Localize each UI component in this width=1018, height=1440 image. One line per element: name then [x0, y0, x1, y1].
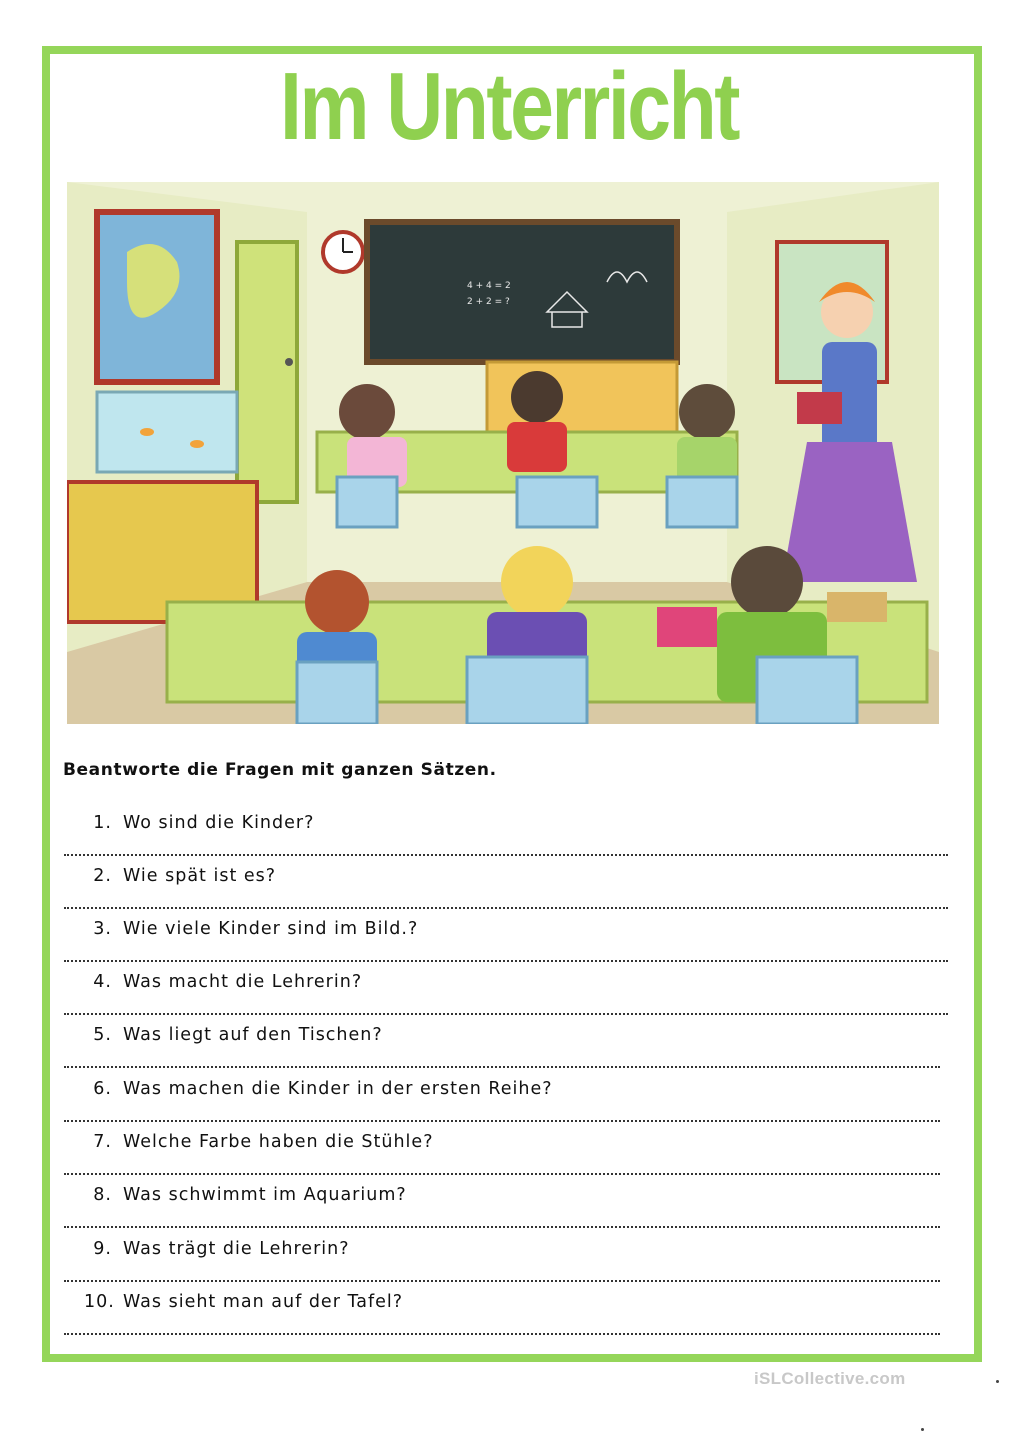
chair	[337, 477, 397, 527]
answer-line-8[interactable]	[64, 1226, 940, 1228]
desk-book	[657, 607, 717, 647]
question-10: 10. Was sieht man auf der Tafel?	[84, 1292, 404, 1312]
worksheet-title: Im Unterricht	[280, 53, 738, 160]
answer-line-3[interactable]	[64, 960, 948, 962]
question-9: 9. Was trägt die Lehrerin?	[93, 1239, 350, 1259]
watermark: iSLCollective.com	[754, 1369, 906, 1388]
answer-line-7[interactable]	[64, 1173, 940, 1175]
blackboard	[367, 222, 677, 362]
question-5: 5. Was liegt auf den Tischen?	[93, 1025, 383, 1045]
aquarium	[97, 392, 237, 472]
chair	[467, 657, 587, 724]
answer-line-6[interactable]	[64, 1120, 940, 1122]
classroom-illustration	[67, 182, 939, 724]
board-math-2: 2 + 2 = ?	[467, 297, 510, 307]
chair	[517, 477, 597, 527]
answer-line-1[interactable]	[64, 854, 948, 856]
question-2: 2. Wie spät ist es?	[93, 866, 277, 886]
answer-line-2[interactable]	[64, 907, 948, 909]
child-girl	[339, 384, 395, 440]
question-6: 6. Was machen die Kinder in der ersten Reihe?	[93, 1079, 553, 1099]
door	[237, 242, 297, 502]
child-boy-back	[511, 371, 563, 423]
stray-dot	[921, 1428, 924, 1431]
answer-line-9[interactable]	[64, 1280, 940, 1282]
child-boy-right	[679, 384, 735, 440]
chair	[297, 662, 377, 724]
board-math-1: 4 + 4 = 2	[467, 281, 511, 291]
child-front-left	[305, 570, 369, 634]
question-7: 7. Welche Farbe haben die Stühle?	[93, 1132, 434, 1152]
question-1: 1. Wo sind die Kinder?	[93, 813, 315, 833]
stray-dot	[996, 1380, 999, 1383]
answer-line-4[interactable]	[64, 1013, 948, 1015]
question-8: 8. Was schwimmt im Aquarium?	[93, 1185, 407, 1205]
child-front-middle	[501, 546, 573, 618]
question-3: 3. Wie viele Kinder sind im Bild.?	[93, 919, 419, 939]
answer-line-5[interactable]	[64, 1066, 940, 1068]
instruction-text: Beantworte die Fragen mit ganzen Sätzen.	[63, 760, 497, 780]
child-front-right	[731, 546, 803, 618]
teacher-book	[797, 392, 842, 424]
answer-line-10[interactable]	[64, 1333, 940, 1335]
question-4: 4. Was macht die Lehrerin?	[93, 972, 363, 992]
chair	[667, 477, 737, 527]
chair	[757, 657, 857, 724]
